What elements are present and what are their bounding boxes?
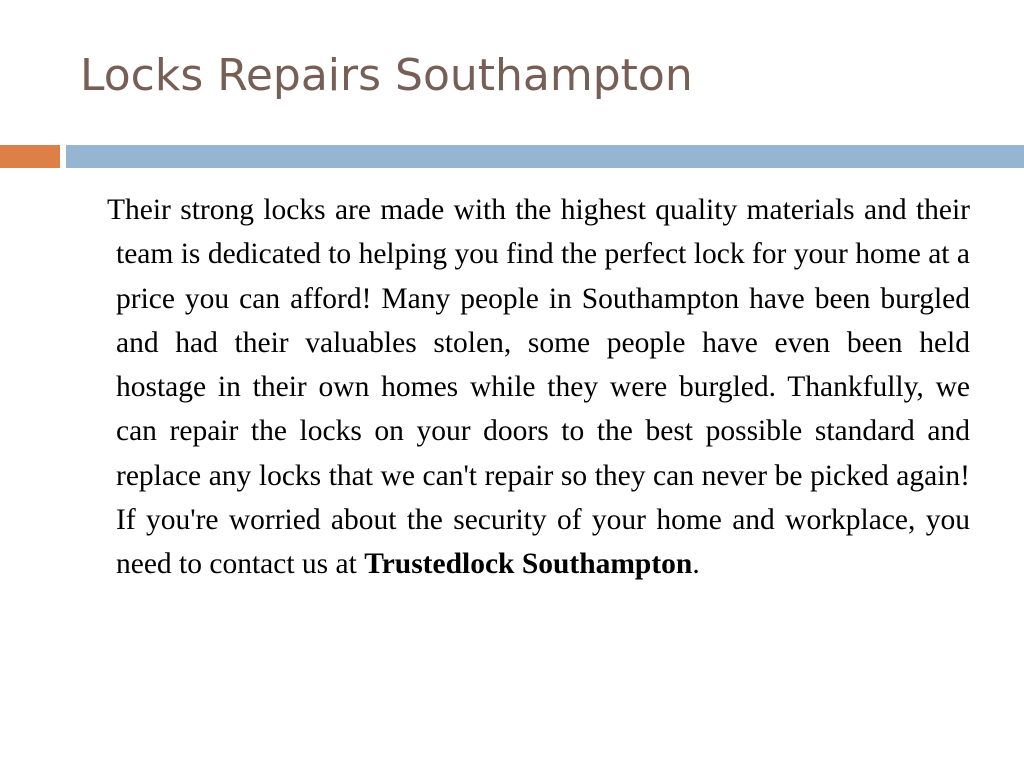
title-rule-orange (0, 145, 60, 168)
slide-title: Locks Repairs Southampton (80, 50, 693, 101)
body-end: . (692, 548, 700, 581)
body-paragraph (107, 188, 970, 587)
title-rule-blue (66, 145, 1024, 168)
business-name: Trustedlock Southampton (364, 548, 693, 581)
body-text: Their strong locks are made with the highest quality materials and their team is dedicated to helping you find the perfect lock for your home at a price you can afford! Many people in Southampton have been burgled and had their valuables stolen, some people have even been held hostage in their own homes while they were burgled. Thankfully, we can repair the locks on your doors to the best possible standard and replace any locks that we can't repair so they can never be picked again! If you're worried about the security of your home and workplace, you need to contact us at (107, 194, 970, 581)
